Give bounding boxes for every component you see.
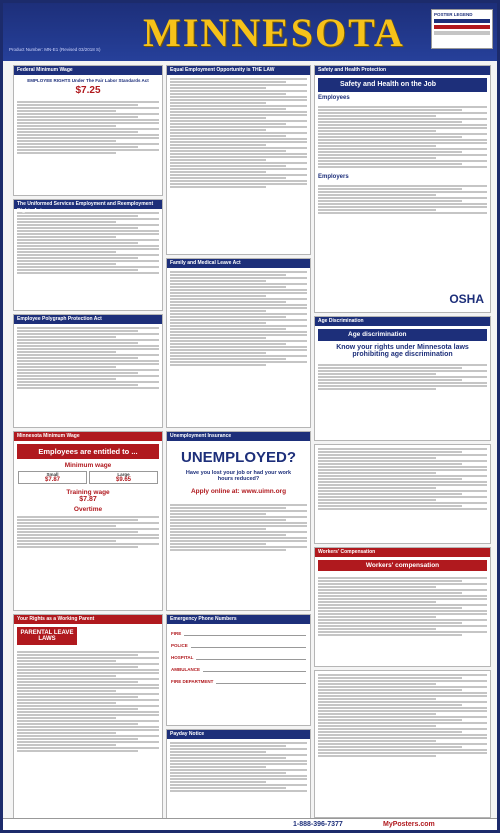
poster-header — [3, 3, 497, 61]
police-field[interactable]: POLICE — [171, 639, 306, 648]
federal-rate: $7.25 — [75, 85, 101, 96]
apply-online: Apply online at: www.uimn.org — [190, 488, 287, 495]
state-title: MINNESOTA — [143, 10, 405, 55]
workers-comp-continued-panel — [314, 670, 491, 818]
hospital-field[interactable]: HOSPITAL — [171, 651, 306, 660]
panel-title: Workers' Compensation — [315, 548, 490, 557]
wage-rates-row — [14, 469, 162, 486]
large-employer-rate: Large $9.65 — [89, 471, 158, 484]
parental-headline: PARENTAL LEAVE LAWS — [17, 627, 77, 645]
safety-banner: Safety and Health on the Job — [318, 78, 487, 92]
emergency-numbers-panel — [166, 614, 311, 726]
employers-heading: Employers — [318, 174, 349, 180]
age-headline: Know your rights under Minnesota laws prohibiting age discrimination — [336, 344, 469, 358]
small-employer-rate: Small $7.87 — [18, 471, 87, 484]
poster-legend: POSTER LEGEND — [431, 9, 493, 49]
workers-comp-banner: Workers' compensation — [318, 560, 487, 571]
employees-heading: Employees — [318, 95, 350, 101]
phone-number: 1-888-396-7377 — [293, 821, 343, 828]
panel-title: The Uniformed Services Employment and Reemployment Rights Act — [14, 200, 162, 209]
panel-title: Employee Polygraph Protection Act — [14, 315, 162, 324]
unemployed-subheading: Have you lost your job or had your work hours reduced? — [185, 470, 292, 482]
ambulance-field[interactable]: AMBULANCE — [171, 663, 306, 672]
panel-title: Your Rights as a Working Parent — [14, 615, 162, 624]
polygraph-panel — [13, 314, 163, 428]
training-rate: $7.87 — [79, 496, 97, 503]
panel-title: Federal Minimum Wage — [14, 66, 162, 75]
safety-health-panel — [314, 65, 491, 313]
panel-title: Age Discrimination — [315, 317, 490, 326]
overtime-heading: Overtime — [73, 506, 103, 513]
panel-title: Payday Notice — [167, 730, 310, 739]
panel-title: Unemployment Insurance — [167, 432, 310, 441]
training-wage-heading: Training wage — [66, 489, 110, 496]
mn-min-wage-panel — [13, 431, 163, 611]
unemployment-panel — [166, 431, 311, 611]
panel-title: Minnesota Minimum Wage — [14, 432, 162, 441]
poster-footer — [3, 818, 497, 830]
payday-notice-panel — [166, 729, 311, 819]
workers-comp-panel — [314, 547, 491, 667]
parental-leave-panel — [13, 614, 163, 819]
fire-field[interactable]: FIRE — [171, 627, 306, 636]
eeo-panel — [166, 65, 311, 255]
panel-title: Emergency Phone Numbers — [167, 615, 310, 624]
panel-subtitle: EMPLOYEE RIGHTS Under The Fair Labor Standards Act — [27, 78, 149, 83]
product-number: Product Number: MN-E1 (Revised 03/2018 S) — [9, 47, 101, 52]
age-banner: Age discrimination — [318, 329, 487, 341]
brand-logo: MyPosters.com — [383, 821, 435, 828]
age-discrimination-panel — [314, 316, 491, 441]
fire-department-field[interactable]: FIRE DEPARTMENT — [171, 675, 306, 684]
mn-wage-headline: Employees are entitled to ... — [17, 444, 159, 459]
federal-min-wage-panel — [13, 65, 163, 196]
age-continued-panel — [314, 444, 491, 544]
fmla-panel — [166, 258, 311, 428]
panel-title: Family and Medical Leave Act — [167, 259, 310, 268]
osha-logo: OSHA — [449, 292, 484, 306]
panel-title: Equal Employment Opportunity is THE LAW — [167, 66, 310, 75]
panel-title: Safety and Health Protection — [315, 66, 490, 75]
userra-panel — [13, 199, 163, 311]
minimum-wage-heading: Minimum wage — [64, 462, 112, 469]
unemployed-headline: UNEMPLOYED? — [180, 449, 296, 466]
